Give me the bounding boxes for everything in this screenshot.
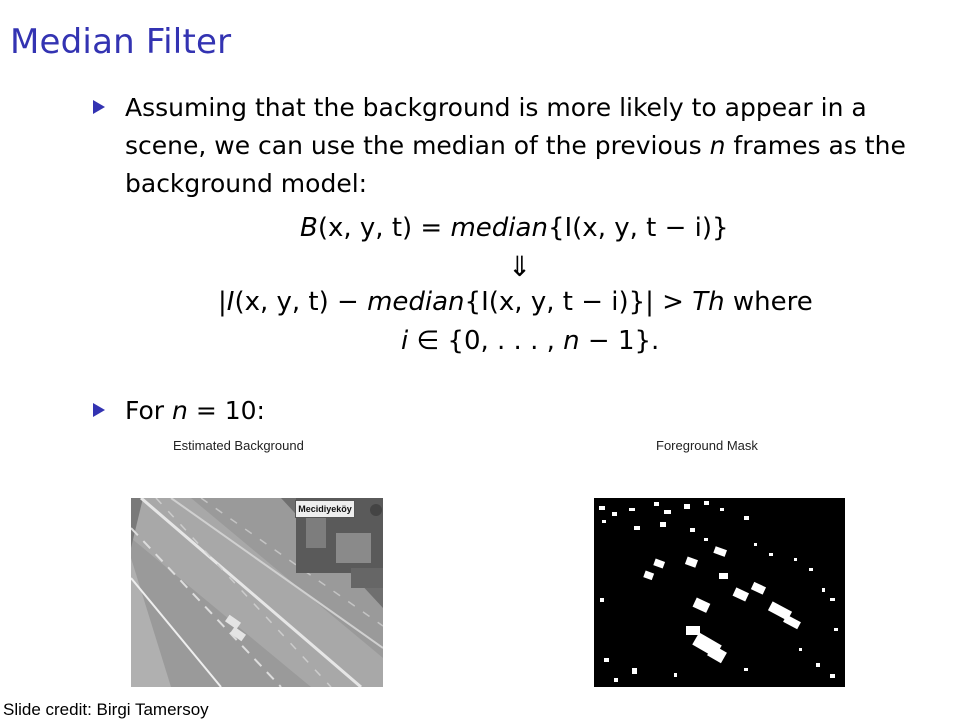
slide-credit: Slide credit: Birgi Tamersoy: [3, 700, 209, 719]
bullet-1-line-3: background model:: [125, 169, 368, 198]
sign-label: Mecidiyeköy: [295, 500, 355, 518]
caption-foreground-mask: Foreground Mask: [656, 438, 758, 453]
slide-title: Median Filter: [10, 22, 232, 62]
equation-line-3: i ∈ {0, . . . , n − 1}.: [401, 326, 660, 356]
caption-estimated-background: Estimated Background: [173, 438, 304, 453]
bullet-marker-1: [93, 100, 105, 114]
highway-illustration: [131, 498, 383, 687]
implies-arrow: ⇓: [508, 250, 532, 283]
var-n: n: [709, 131, 726, 160]
foreground-mask-image: [594, 498, 845, 687]
bullet-1-line-2: scene, we can use the median of the previous n frames as the: [125, 131, 906, 160]
mask-illustration: [594, 498, 845, 687]
bullet-marker-2: [93, 403, 105, 417]
equation-line-2: |I(x, y, t) − median{I(x, y, t − i)}| > Th where: [218, 287, 813, 317]
estimated-background-image: [131, 498, 383, 687]
bullet-1-line-1: Assuming that the background is more likely to appear in a: [125, 93, 867, 122]
bullet-2-text: For n = 10:: [125, 396, 265, 425]
bullet-1-text: [125, 89, 945, 203]
equation-line-1: B(x, y, t) = median{I(x, y, t − i)}: [300, 213, 729, 243]
